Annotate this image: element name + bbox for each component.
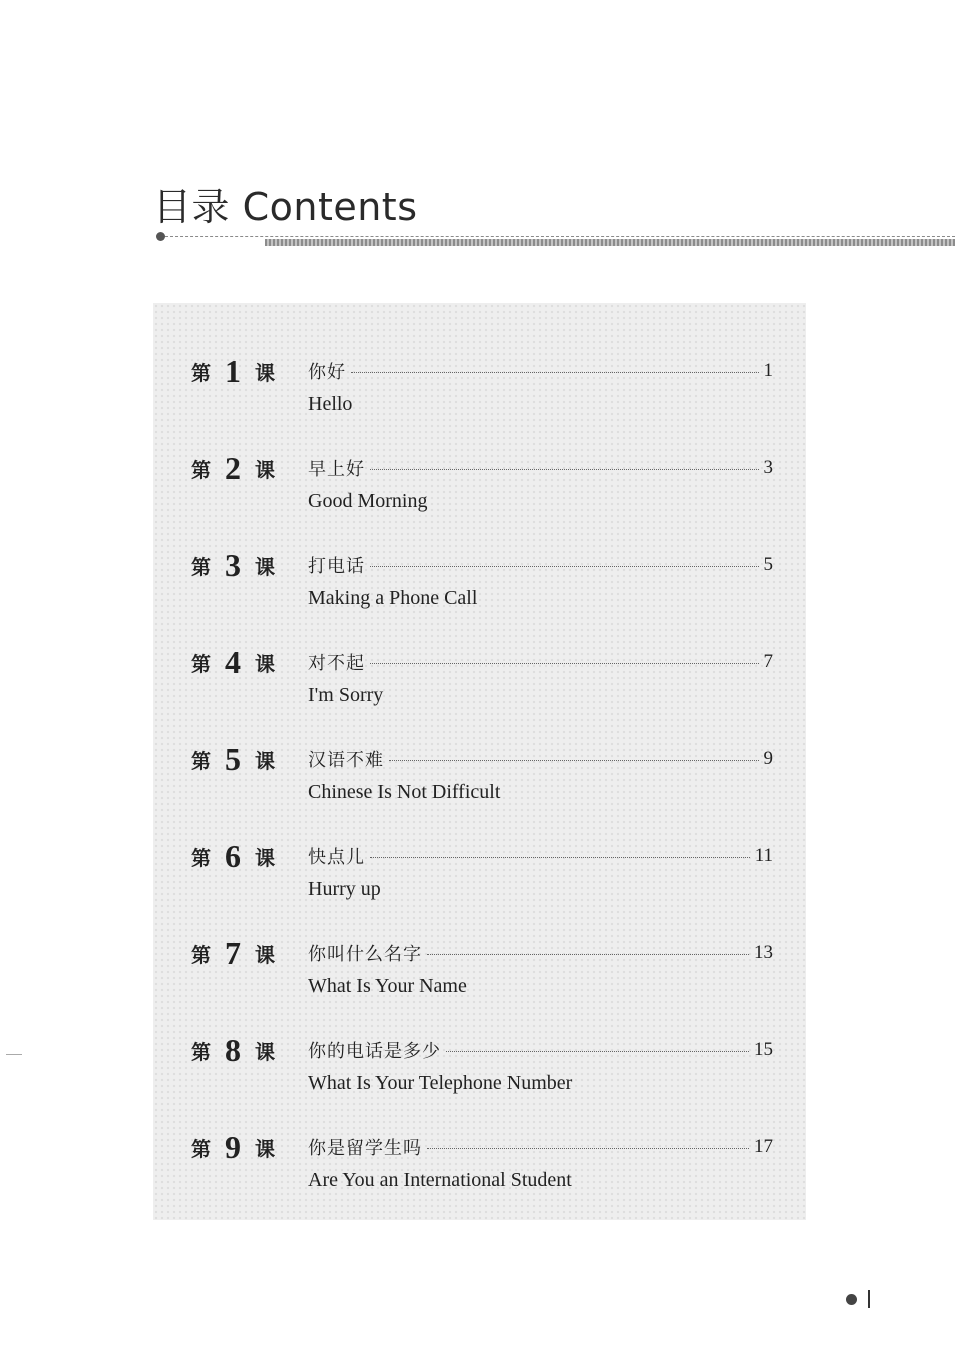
lesson-title-en: Are You an International Student (308, 1169, 572, 1191)
dot-leader (370, 469, 759, 470)
lesson-title-en: Chinese Is Not Difficult (308, 781, 501, 803)
lesson-number: 7 (225, 934, 241, 971)
lesson-number: 6 (225, 837, 241, 874)
lesson-title-zh: 你好 (308, 362, 346, 383)
toc-entry-9[interactable] (153, 1129, 806, 1226)
lesson-label (191, 353, 275, 389)
toc-line (308, 838, 773, 874)
lesson-number: 5 (225, 740, 241, 777)
toc-entry-7[interactable] (153, 935, 806, 1032)
lesson-title-en: Hello (308, 393, 353, 415)
lesson-prefix: 第 (191, 554, 211, 579)
dot-leader (427, 1148, 749, 1149)
lesson-title-zh: 对不起 (308, 653, 365, 674)
lesson-number: 9 (225, 1128, 241, 1165)
lesson-label (191, 450, 275, 486)
toc-entry-6[interactable] (153, 838, 806, 935)
title-rule-dot (156, 232, 165, 241)
toc-entry-1[interactable] (153, 353, 806, 450)
lesson-suffix: 课 (255, 748, 275, 773)
dot-leader (370, 566, 759, 567)
toc-line (308, 547, 773, 583)
lesson-prefix: 第 (191, 457, 211, 482)
toc-line (308, 741, 773, 777)
lesson-suffix: 课 (255, 554, 275, 579)
title-rule-bar (265, 239, 955, 246)
lesson-suffix: 课 (255, 1039, 275, 1064)
toc-line (308, 644, 773, 680)
lesson-prefix: 第 (191, 1136, 211, 1161)
lesson-title-en: Making a Phone Call (308, 587, 478, 609)
page-number: 1 (763, 360, 773, 381)
lesson-prefix: 第 (191, 1039, 211, 1064)
lesson-suffix: 课 (255, 360, 275, 385)
lesson-prefix: 第 (191, 845, 211, 870)
title-rule-line (165, 236, 955, 237)
lesson-title-en: I'm Sorry (308, 684, 384, 706)
toc-entry-3[interactable] (153, 547, 806, 644)
lesson-suffix: 课 (255, 1136, 275, 1161)
lesson-number: 2 (225, 449, 241, 486)
toc-entry-4[interactable] (153, 644, 806, 741)
lesson-label (191, 644, 275, 680)
lesson-title-zh: 你叫什么名字 (308, 944, 422, 965)
toc-line (308, 353, 773, 389)
lesson-title-en: Good Morning (308, 490, 428, 512)
dot-leader (446, 1051, 749, 1052)
lesson-title-en: What Is Your Name (308, 975, 467, 997)
lesson-number: 1 (225, 352, 241, 389)
page-number: 5 (763, 554, 773, 575)
folio-page-number (868, 1290, 870, 1308)
lesson-title-zh: 你的电话是多少 (308, 1041, 441, 1062)
lesson-title-zh: 你是留学生吗 (308, 1138, 422, 1159)
toc-entry-2[interactable] (153, 450, 806, 547)
toc-line (308, 1032, 773, 1068)
margin-tick (6, 1054, 22, 1055)
toc-entry-5[interactable] (153, 741, 806, 838)
lesson-title-zh: 打电话 (308, 556, 365, 577)
dot-leader (370, 857, 750, 858)
lesson-suffix: 课 (255, 942, 275, 967)
page-number: 13 (754, 942, 773, 963)
page-title: 目录 Contents (153, 185, 418, 229)
lesson-title-en: What Is Your Telephone Number (308, 1072, 573, 1094)
lesson-suffix: 课 (255, 651, 275, 676)
page-number: 11 (754, 845, 773, 866)
lesson-prefix: 第 (191, 942, 211, 967)
lesson-label (191, 1032, 275, 1068)
lesson-label (191, 838, 275, 874)
dot-leader (351, 372, 759, 373)
lesson-label (191, 741, 275, 777)
toc-entry-8[interactable] (153, 1032, 806, 1129)
lesson-title-zh: 早上好 (308, 459, 365, 480)
dot-leader (389, 760, 759, 761)
lesson-title-en: Hurry up (308, 878, 381, 900)
page-number: 15 (754, 1039, 773, 1060)
lesson-prefix: 第 (191, 651, 211, 676)
lesson-label (191, 1129, 275, 1165)
dot-leader (370, 663, 759, 664)
lesson-title-zh: 汉语不难 (308, 750, 384, 771)
lesson-prefix: 第 (191, 748, 211, 773)
folio-dot (846, 1294, 857, 1305)
lesson-number: 4 (225, 643, 241, 680)
lesson-prefix: 第 (191, 360, 211, 385)
page-number: 7 (763, 651, 773, 672)
lesson-suffix: 课 (255, 845, 275, 870)
page-number: 9 (763, 748, 773, 769)
lesson-title-zh: 快点儿 (308, 847, 365, 868)
lesson-suffix: 课 (255, 457, 275, 482)
toc-line (308, 935, 773, 971)
dot-leader (427, 954, 749, 955)
toc-panel (153, 303, 806, 1220)
lesson-label (191, 547, 275, 583)
lesson-number: 3 (225, 546, 241, 583)
lesson-label (191, 935, 275, 971)
lesson-number: 8 (225, 1031, 241, 1068)
toc-line (308, 450, 773, 486)
page-number: 3 (763, 457, 773, 478)
page-number: 17 (754, 1136, 773, 1157)
toc-line (308, 1129, 773, 1165)
